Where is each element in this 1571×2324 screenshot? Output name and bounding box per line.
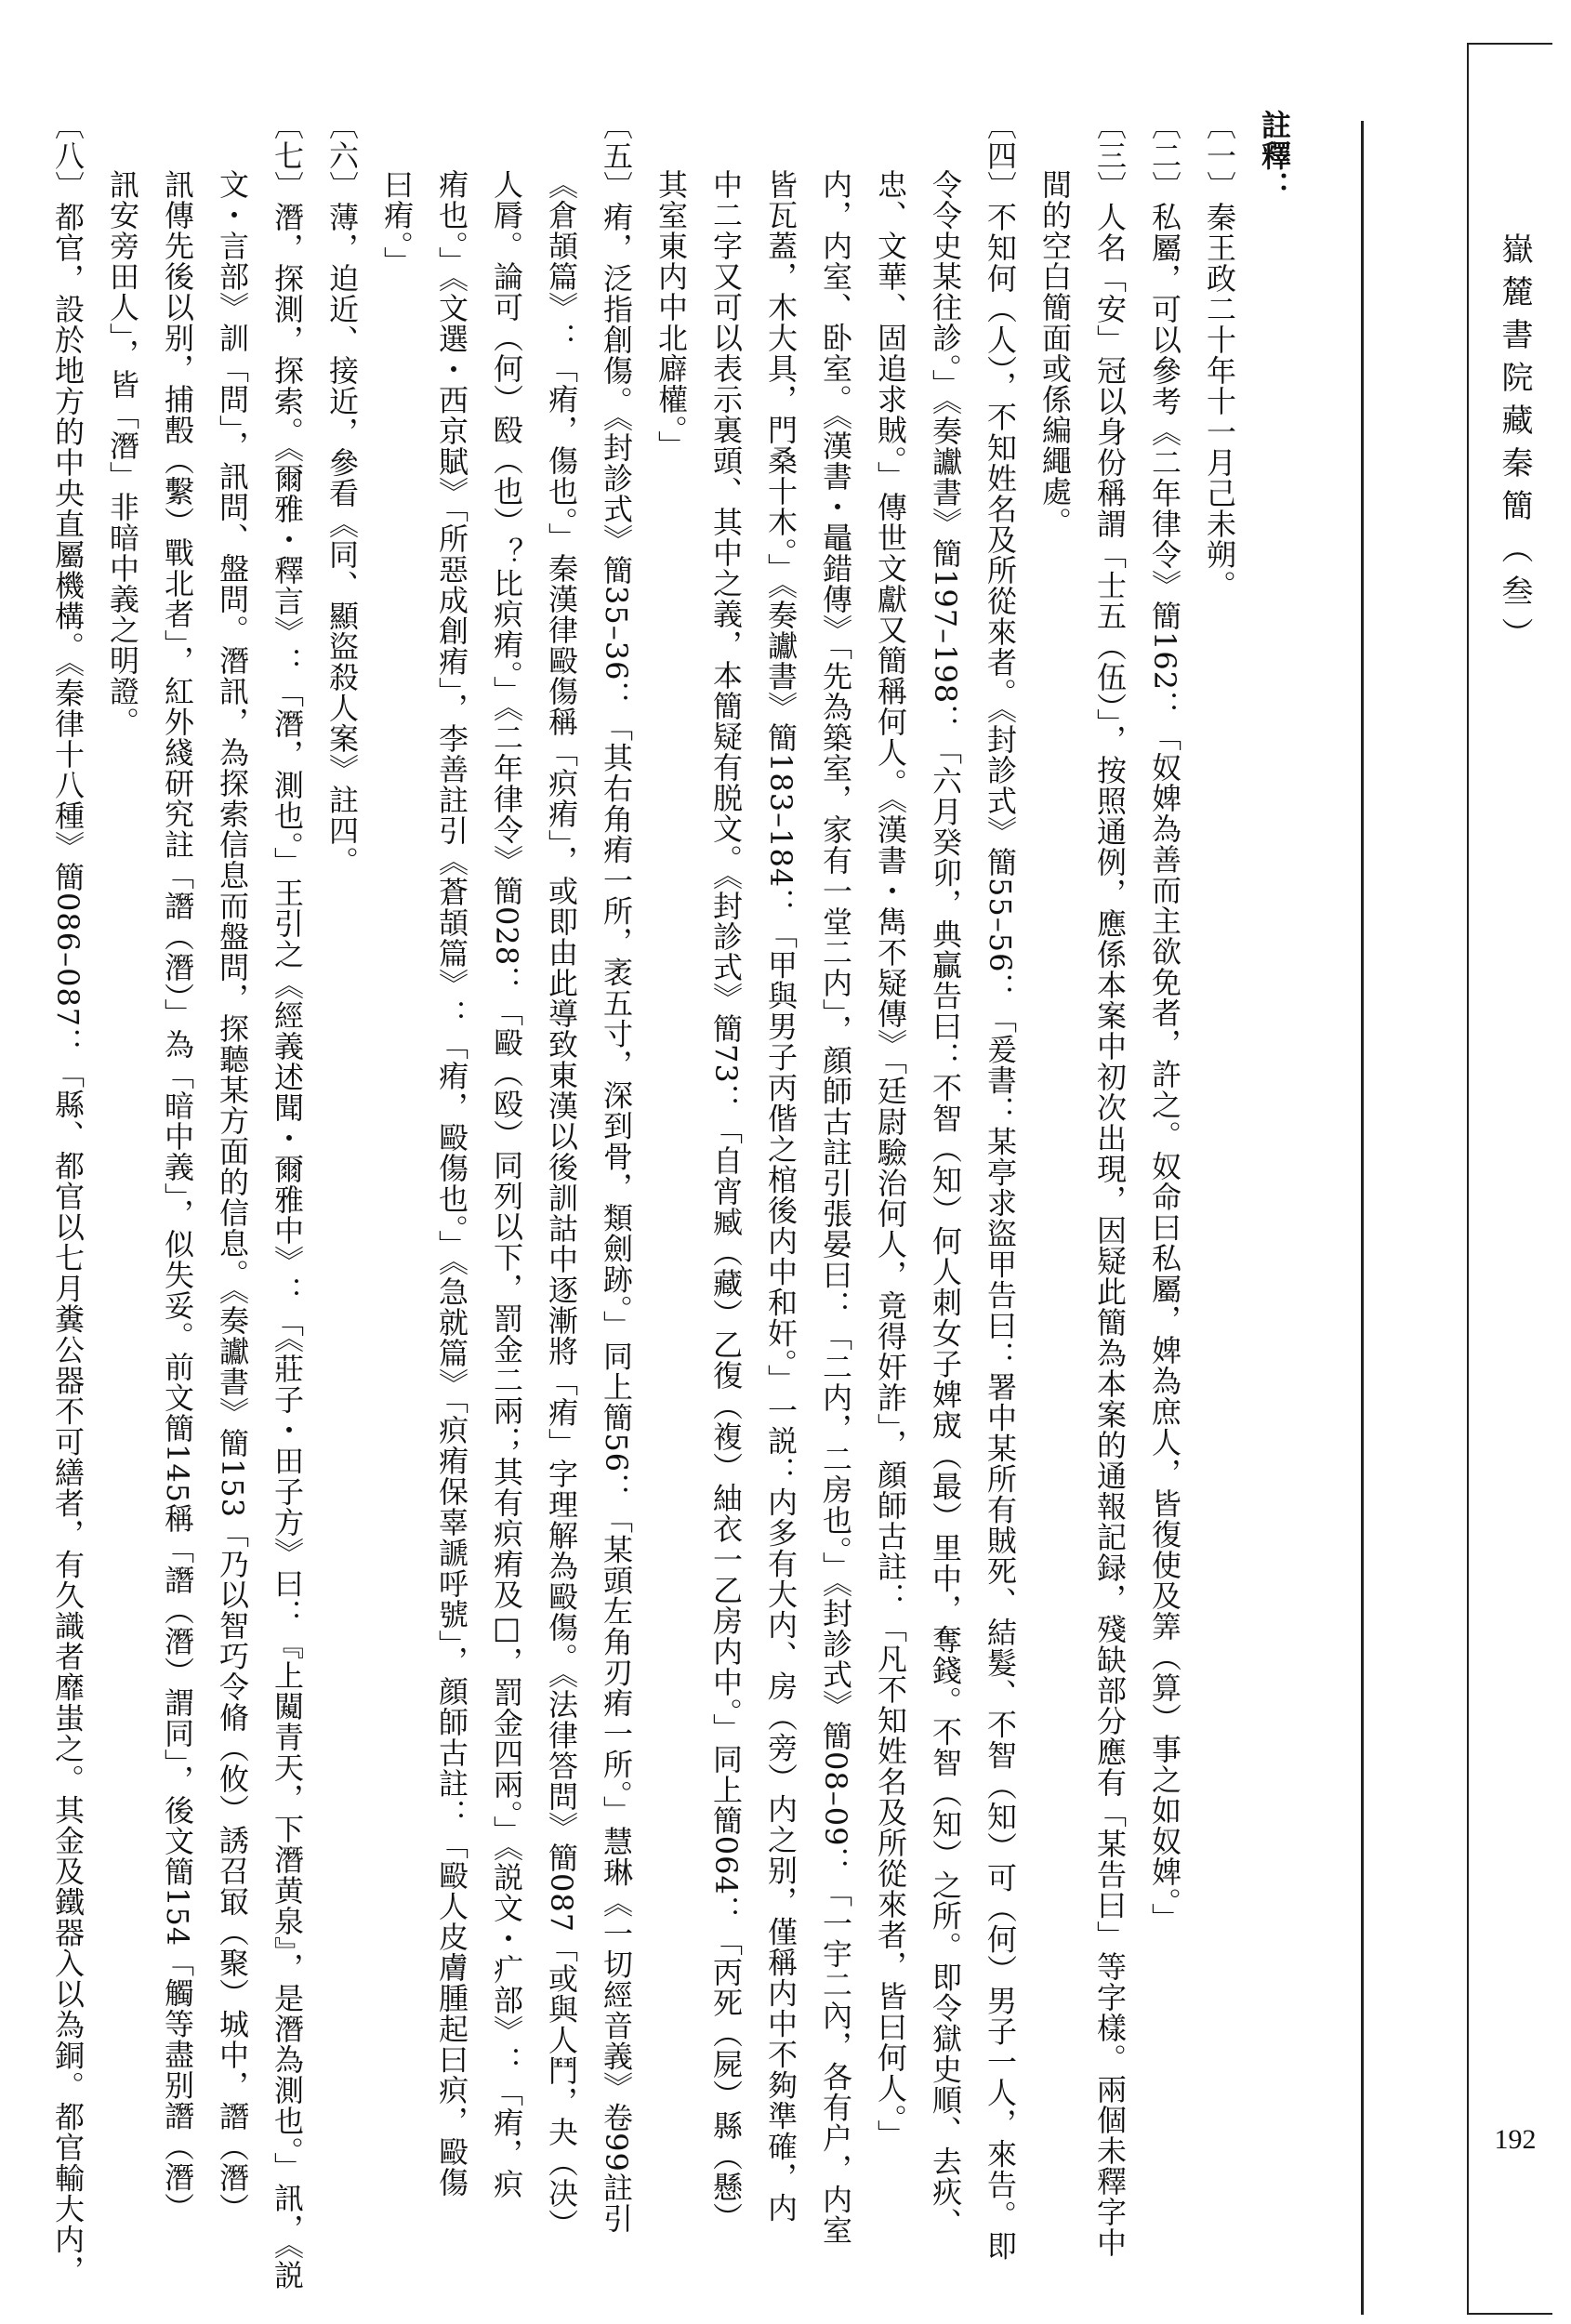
note-1: 〔一〕秦王政二十年十一月己未朔。: [1202, 110, 1237, 601]
note-5: 〔五〕痏，泛指創傷。《封診式》簡35–36：「其右角痏一所，袤五寸，深到骨，類劍跡。」同上簡56：「某頭左角刃痏一所。」慧琳《一切經音義》卷99註引: [599, 110, 634, 2234]
note-4-continued: 中二字又可以表示裏頭、其中之義，本簡疑有脱文。《封診式》簡73：「自宵臧（藏）乙復（複）紬衣一乙房内中。」同上簡064：「丙死（屍）縣（懸）: [708, 169, 744, 2233]
heading-rule: [1361, 121, 1364, 2315]
note-3-continued: 間的空白簡面或係編繩處。: [1037, 169, 1073, 537]
series-title: 嶽麓書院藏秦簡（叁）: [1496, 232, 1533, 660]
note-4-continued: 内，内室、卧室。《漢書・鼂錯傳》「先為築室，家有一堂二内」，顔師古註引張晏曰：「二内，二房也。」《封診式》簡08–09：「一宇二內，各有户，内室: [818, 169, 853, 2246]
note-7-continued: 文・言部》訓「問」，訊問、盤問。潛訊，為探索信息而盤問，探聽某方面的信息。《奏讞書》簡153「乃以智巧令脩（攸）誘召冣（聚）城中，譖（潛）: [215, 169, 250, 2225]
note-4: 〔四〕不知何（人），不知姓名及所從來者。《封診式》簡55–56：「爰書：某亭求盜甲告曰：署中某所有賊死、結髮、不智（知）可（何）男子一人，來告。即: [983, 110, 1018, 2262]
note-6: 〔六〕薄，迫近、接近，參看《同、顯盜殺人案》註四。: [324, 110, 360, 877]
note-4-continued: 皆瓦蓋，木大具，門桑十木。」《奏讞書》簡183–184：「甲與男子丙偕之棺後内中和奸。」一説：内多有大内、房（旁）内之别，僅稱内中不夠準確，内: [763, 169, 799, 2224]
note-5-continued: 痏也。」《文選・西京賦》「所惡成創痏」，李善註引《蒼頡篇》：「痏，毆傷也。」《急就篇》「疻痏保辜謕呼號」，顔師古註：「毆人皮膚腫起曰疻，毆傷: [434, 169, 469, 2198]
note-5-continued: 人脣。論可（何）殹（也）？比疻痏。」《二年律令》簡028：「毆（殴）同列以下，罰金二兩；其有疻痏及□，罰金四兩。」《説文・疒部》：「痏，疻: [489, 169, 524, 2200]
note-5-continued: 曰痏。」: [379, 169, 415, 277]
note-3: 〔三〕人名「安」冠以身份稱謂「士五（伍）」，按照通例，應係本案中初次出現，因疑此簡為本案的通報記録，殘缺部分應有「某告曰」等字樣。兩個未釋字中: [1092, 110, 1128, 2258]
note-5-continued: 《倉頡篇》：「痏，傷也。」秦漢律毆傷稱「疻痏」，或即由此導致東漢以後訓詁中逐漸將「痏」字理解為毆傷。《法律答問》簡087「或與人鬥，夬（决）: [544, 169, 579, 2240]
notes-body: [40, 110, 1301, 2291]
note-4-continued: 忠、文華、固追求賊。」傳世文獻又簡稱何人。《漢書・雋不疑傳》「廷尉驗治何人，竟得奸詐」，顔師古註：「凡不知姓名及所從來者，皆曰何人。」: [873, 169, 908, 2150]
note-4-continued: 其室東内中北廦權。」: [653, 169, 689, 461]
note-8: 〔八〕都官，設於地方的中央直屬機構。《秦律十八種》簡086–087：「縣、都官以七月糞公器不可繕者，有久識者靡蚩之。其金及鐵器入以為銅。都官輸大内，: [50, 110, 86, 2286]
note-4-continued: 令令史某往診。」《奏讞書》簡197–198：「六月癸卯，典贏告曰：不智（知）何人刺女子婢宬（最）里中，奪錢。不智（知）之所。即令獄史順、去疢、: [928, 169, 963, 2238]
note-7: 〔七〕潛，探測，探索。《爾雅・釋言》：「潛，測也。」王引之《經義述聞・爾雅中》：「《莊子・田子方》曰：『上闚青天，下潛黄泉』，是潛為測也。」訊，《説: [270, 110, 305, 2291]
note-2: 〔二〕私屬，可以參考《二年律令》簡162：「奴婢為善而主欲免者，許之。奴命曰私屬，婢為庶人，皆復使及筭（算）事之如奴婢。」: [1147, 110, 1182, 1934]
page-number: 192: [1494, 2124, 1537, 2155]
note-7-continued: 訊安旁田人」，皆「潛」非暗中義之明證。: [105, 169, 140, 737]
note-7-continued: 訊傳先後以别，捕毄（繫）戰北者」，紅外綫研究註「譖（潛）」為「暗中義」，似失妥。前文簡145稱「譖（潛）謂同」，後文簡154「觸等盡别譖（潛）: [160, 169, 195, 2224]
notes-heading: 註釋：: [1257, 110, 1292, 202]
